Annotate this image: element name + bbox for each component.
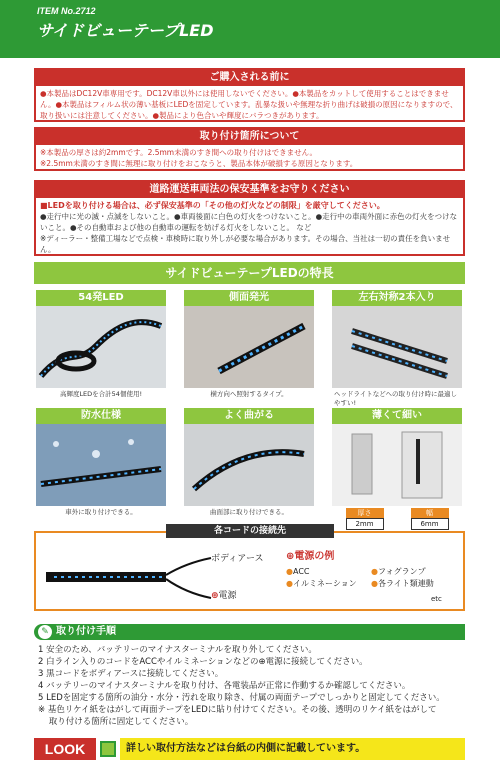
etc-label: etc bbox=[431, 595, 442, 603]
instruction-step: ※ 基色リケイ紙をはがして両面テープをLEDに貼り付けてください。その後、透明のリケイ紙をはがして bbox=[38, 705, 437, 715]
feature-panel-pair bbox=[332, 290, 462, 410]
waterproof-photo bbox=[36, 424, 166, 506]
example-item: フォグランプ bbox=[377, 567, 426, 576]
instruction-step: 2 白ライン入りのコードをACCやイルミネーションなどの⊕電源に接続してください。 bbox=[38, 657, 368, 667]
example-item: ACC bbox=[292, 567, 310, 576]
codes-title: 各コードの接続先 bbox=[166, 524, 334, 538]
cable-diagram bbox=[46, 548, 226, 608]
side-emit-photo bbox=[184, 306, 314, 388]
notice-title: ご購入される前に bbox=[36, 70, 463, 86]
safety-body: ●走行中に光の滅・点滅をしないこと。●車両後面に白色の灯火をつけないこと。●走行中の車両外面に赤色の灯火をつけないこと。●その自動車および他の自動車の運転を妨げる灯火をしないこと。 など bbox=[40, 212, 458, 232]
notice-body: ●本製品はDC12V車専用です。DC12V車以外には使用しないでください。●本製品をカットして使用することはできません。●本製品はフィルム状の薄い基板にLEDを固定しています。乱暴な扱いや無理な折り曲げは破損の原因になりますので、取り扱いには注意してください。●製品により色合いや輝度にバラつきがあります。 bbox=[40, 89, 458, 120]
panel-label: 54発LED bbox=[36, 290, 166, 306]
feature-panel-bend bbox=[184, 408, 314, 519]
bullet-icon: ● bbox=[371, 579, 378, 588]
header-bar bbox=[0, 0, 500, 58]
panel-caption: ヘッドライトなどへの取り付け時に最適しやすい! bbox=[334, 390, 458, 407]
safety-note: ※ディーラー・整備工場などで点検・車検時に取り外しが必要な場合があります。その場合、当社は一切の責任を負いません。 bbox=[40, 234, 451, 254]
plus-icon: ⊕ bbox=[286, 551, 295, 562]
look-text: 詳しい取付方法などは台紙の内側に記載しています。 bbox=[120, 738, 465, 760]
feature-panel-thin bbox=[332, 408, 462, 530]
pair-photo bbox=[332, 306, 462, 388]
width-value: 6mm bbox=[411, 518, 449, 530]
product-title: サイドビューテープLED bbox=[37, 21, 214, 40]
led-strip-photo bbox=[36, 306, 166, 388]
bend-photo bbox=[184, 424, 314, 506]
thickness-value: 2mm bbox=[346, 518, 384, 530]
body-earth-label: ボディアース bbox=[211, 554, 264, 564]
panel-label: 薄くて細い bbox=[332, 408, 462, 424]
look-badge: LOOK bbox=[34, 738, 96, 760]
panel-label: 左右対称2本入り bbox=[332, 290, 462, 306]
wrench-icon: ✎ bbox=[38, 625, 52, 639]
instructions-title: 取り付け手順 bbox=[56, 626, 116, 637]
example-item: イルミネーション bbox=[292, 579, 357, 588]
instructions bbox=[34, 624, 465, 728]
codes-box bbox=[34, 531, 465, 611]
beginner-mark-icon bbox=[100, 741, 116, 757]
thickness-label: 厚さ bbox=[346, 508, 384, 518]
notice-box bbox=[34, 68, 465, 122]
bullet-icon: ● bbox=[286, 579, 293, 588]
safety-lead: ■LEDを取り付ける場合は、必ず保安基準の「その他の灯火などの制限」を厳守してください。 bbox=[40, 201, 385, 210]
look-banner bbox=[34, 738, 465, 760]
item-number: ITEM No.2712 bbox=[37, 6, 96, 16]
instruction-step: 取り付ける箇所に固定してください。 bbox=[38, 717, 194, 727]
panel-label: よく曲がる bbox=[184, 408, 314, 424]
instruction-step: 4 バッテリーのマイナスターミナルを取り付け、各電装品が正常に作動するか確認してください。 bbox=[38, 681, 411, 691]
power-example-title: 電源の例 bbox=[294, 551, 335, 562]
features-title: サイドビューテープLEDの特長 bbox=[34, 262, 465, 284]
panel-label: 側面発光 bbox=[184, 290, 314, 306]
panel-caption: 横方向へ照射するタイプ。 bbox=[210, 390, 288, 398]
mount-box bbox=[34, 127, 465, 171]
feature-panel-waterproof bbox=[36, 408, 166, 519]
panel-caption: 高輝度LEDを合計54個使用! bbox=[59, 390, 143, 398]
mount-line-1: ※本製品の厚さは約2mmです。2.5mm未満のすき間への取り付けはできません。 bbox=[40, 148, 318, 157]
mount-line-2: ※2.5mm未満のすき間に無理に取り付けをおこなうと、製品本体が破損する原因となります。 bbox=[40, 159, 358, 168]
mount-title: 取り付け箇所について bbox=[36, 129, 463, 145]
panel-caption: 車外に取り付けできる。 bbox=[65, 508, 137, 516]
safety-box bbox=[34, 180, 465, 256]
thin-photo bbox=[332, 424, 462, 506]
panel-caption: 曲面部に取り付けできる。 bbox=[210, 508, 288, 516]
bullet-icon: ● bbox=[286, 567, 293, 576]
instruction-step: 3 黒コードをボディアースに接続してください。 bbox=[38, 669, 224, 679]
feature-panel-54led bbox=[36, 290, 166, 401]
feature-panel-side bbox=[184, 290, 314, 401]
instruction-step: 1 安全のため、バッテリーのマイナスターミナルを取り外してください。 bbox=[38, 645, 317, 655]
plus-icon: ⊕ bbox=[211, 591, 219, 601]
width-label: 幅 bbox=[411, 508, 449, 518]
safety-title: 道路運送車両法の保安基準をお守りください bbox=[36, 182, 463, 198]
panel-label: 防水仕様 bbox=[36, 408, 166, 424]
power-label: 電源 bbox=[218, 591, 237, 601]
instruction-step: 5 LEDを固定する箇所の油分・水分・汚れを取り除き、付属の両面テープでしっかりと固定してください。 bbox=[38, 693, 445, 703]
example-item: 各ライト類連動 bbox=[377, 579, 434, 588]
bullet-icon: ● bbox=[371, 567, 378, 576]
